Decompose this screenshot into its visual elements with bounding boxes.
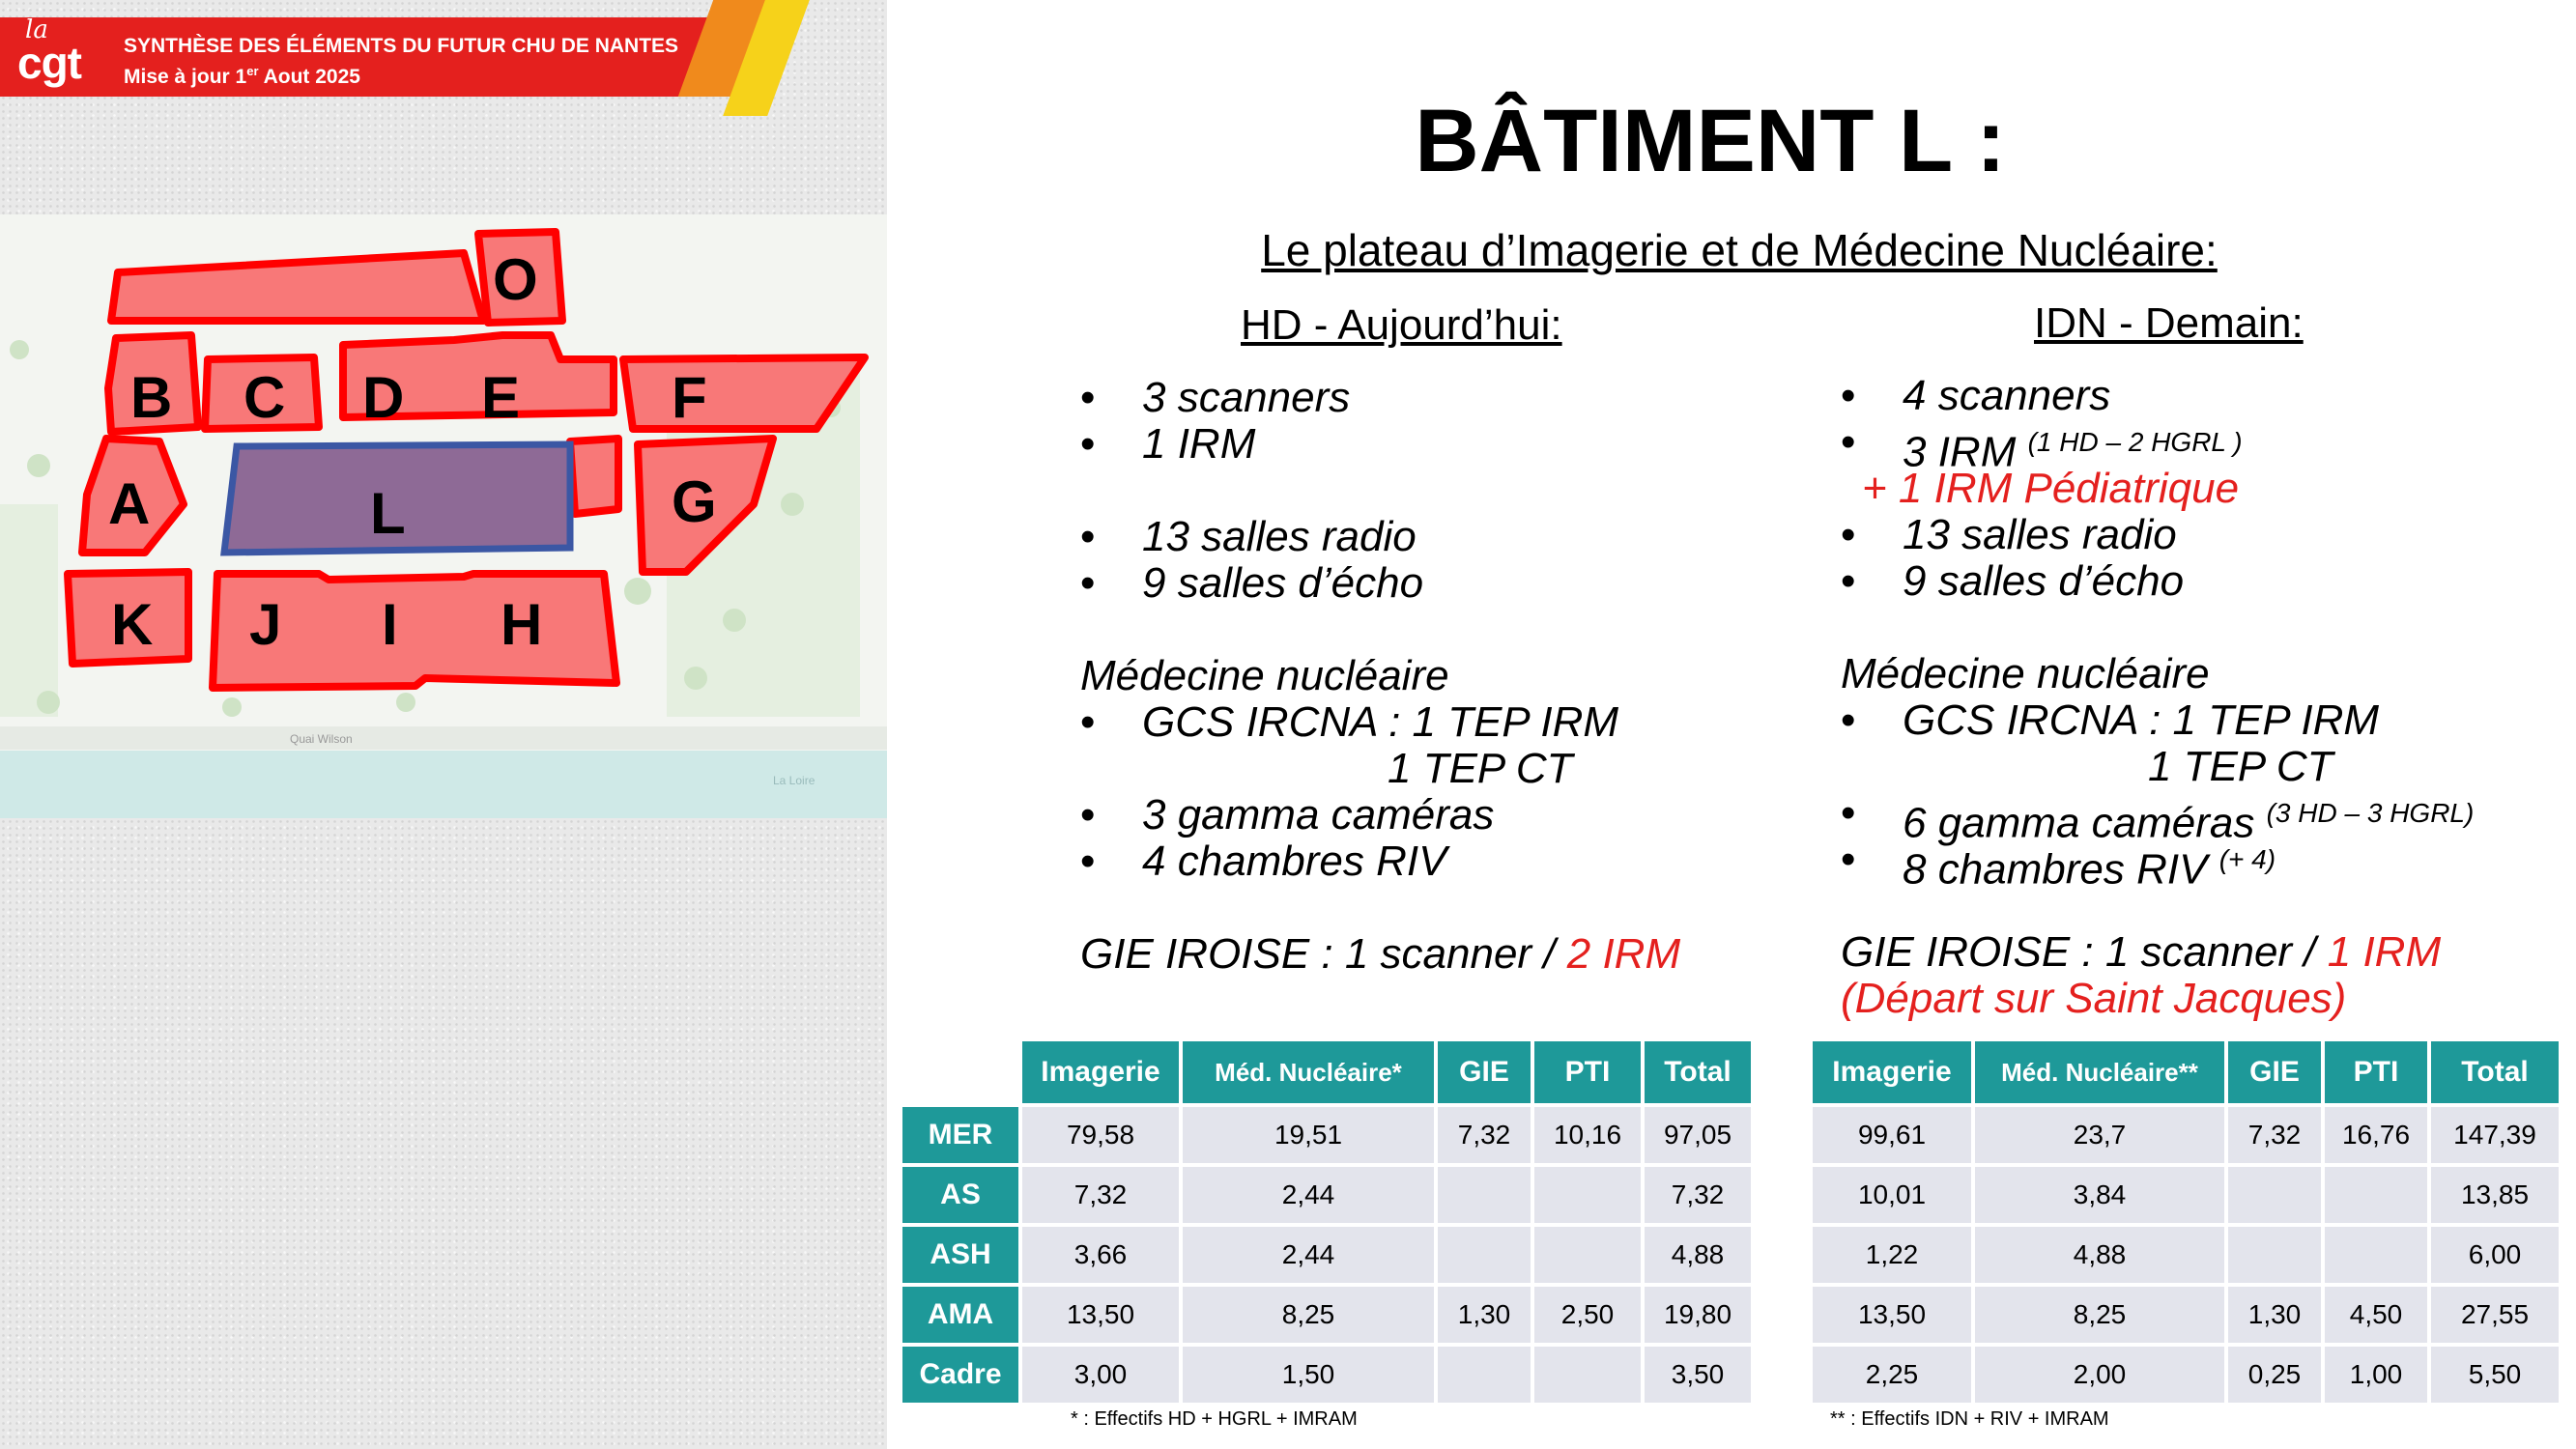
table-row xyxy=(902,1347,1751,1403)
map-label-g: G xyxy=(672,469,717,534)
map-label-o: O xyxy=(493,247,538,312)
table-cell: 1,22 xyxy=(1813,1227,1971,1283)
table-cell: 3,50 xyxy=(1645,1347,1751,1403)
left-panel xyxy=(0,0,887,1449)
table-cell: 99,61 xyxy=(1813,1107,1971,1163)
right-column-heading: IDN - Demain: xyxy=(2034,299,2304,347)
table-cell xyxy=(2325,1167,2427,1223)
map-label-a: A xyxy=(108,471,151,536)
footnote-today: * : Effectifs HD + HGRL + IMRAM xyxy=(1071,1408,1358,1430)
map-label-b: B xyxy=(130,365,173,430)
column-header: GIE xyxy=(2228,1041,2321,1103)
column-header: PTI xyxy=(1534,1041,1641,1103)
table-cell: 6,00 xyxy=(2431,1227,2559,1283)
table-row xyxy=(1813,1287,2559,1343)
gie-line-note: (Départ sur Saint Jacques) xyxy=(1841,975,2347,1022)
header-title: SYNTHÈSE DES ÉLÉMENTS DU FUTUR CHU DE NANTES xyxy=(124,35,679,57)
table-row xyxy=(1813,1167,2559,1223)
column-header: Méd. Nucléaire** xyxy=(1975,1041,2224,1103)
column-header: GIE xyxy=(1438,1041,1531,1103)
map-label-d: D xyxy=(362,365,405,430)
list-item: • GCS IRCNA : 1 TEP IRM xyxy=(1841,696,2380,744)
map-label-h: H xyxy=(501,592,543,657)
site-map xyxy=(0,214,887,818)
street-label: Quai Wilson xyxy=(290,732,353,746)
river xyxy=(0,751,887,818)
table-row xyxy=(1813,1107,2559,1163)
table-cell: 3,00 xyxy=(1022,1347,1179,1403)
table-cell: 4,88 xyxy=(1975,1227,2224,1283)
list-item: • 3 IRM $^{(1 HD - 2 HGRL )}$ xyxy=(1841,418,2243,476)
table-row xyxy=(902,1107,1751,1163)
table-cell xyxy=(1438,1347,1531,1403)
table-cell xyxy=(1534,1227,1641,1283)
table-cell: 13,85 xyxy=(2431,1167,2559,1223)
list-item: + 1 IRM Pédiatrique xyxy=(1862,465,2240,512)
map-label-i: I xyxy=(382,592,398,657)
map-label-f: F xyxy=(672,365,707,430)
map-label-k: K xyxy=(111,592,154,657)
page-title: BÂTIMENT L : xyxy=(1415,92,2006,190)
table-cell: 2,00 xyxy=(1975,1347,2224,1403)
column-header: Imagerie xyxy=(1022,1041,1179,1103)
map-label-c: C xyxy=(243,365,286,430)
section-heading: Médecine nucléaire xyxy=(1080,652,1449,699)
row-header: ASH xyxy=(902,1227,1018,1283)
table-row xyxy=(902,1287,1751,1343)
column-header: Méd. Nucléaire* xyxy=(1183,1041,1434,1103)
column-header: Imagerie xyxy=(1813,1041,1971,1103)
table-cell: 5,50 xyxy=(2431,1347,2559,1403)
list-item: • 1 IRM xyxy=(1080,420,1256,468)
left-column-heading: HD - Aujourd’hui: xyxy=(1241,301,1562,349)
table-cell: 16,76 xyxy=(2325,1107,2427,1163)
list-item: • 8 chambres RIV $^{(+ 4)}$ xyxy=(1841,836,2276,894)
gie-line: GIE IROISE : 1 scanner / 2 IRM xyxy=(1080,930,1681,978)
list-item: • 9 salles d’écho xyxy=(1080,559,1424,607)
list-item: 1 TEP CT xyxy=(1388,745,1573,792)
table-cell xyxy=(2325,1227,2427,1283)
list-item: • 9 salles d’écho xyxy=(1841,557,2185,605)
table-cell xyxy=(2228,1227,2321,1283)
table-cell: 2,44 xyxy=(1183,1227,1434,1283)
map-label-e: E xyxy=(481,365,521,430)
table-cell: 13,50 xyxy=(1813,1287,1971,1343)
table-cell xyxy=(1438,1167,1531,1223)
staffing-table-tomorrow xyxy=(1809,1037,2562,1406)
table-cell: 2,50 xyxy=(1534,1287,1641,1343)
staffing-table-today xyxy=(899,1037,1755,1406)
column-header: Total xyxy=(1645,1041,1751,1103)
table-cell: 19,80 xyxy=(1645,1287,1751,1343)
table-cell: 7,32 xyxy=(1022,1167,1179,1223)
column-header: Total xyxy=(2431,1041,2559,1103)
row-header: AMA xyxy=(902,1287,1018,1343)
table-cell: 0,25 xyxy=(2228,1347,2321,1403)
list-item: • 4 scanners xyxy=(1841,372,2111,419)
table-cell: 7,32 xyxy=(2228,1107,2321,1163)
list-item: • 13 salles radio xyxy=(1841,511,2177,558)
map-label-l: L xyxy=(370,481,406,546)
table-cell: 147,39 xyxy=(2431,1107,2559,1163)
table-cell: 4,50 xyxy=(2325,1287,2427,1343)
right-equipment-list xyxy=(1841,373,2556,1022)
table-cell xyxy=(1438,1227,1531,1283)
table-cell: 7,32 xyxy=(1438,1107,1531,1163)
table-cell: 2,25 xyxy=(1813,1347,1971,1403)
table-cell: 3,66 xyxy=(1022,1227,1179,1283)
row-header: MER xyxy=(902,1107,1018,1163)
row-header: Cadre xyxy=(902,1347,1018,1403)
table-cell: 8,25 xyxy=(1975,1287,2224,1343)
table-cell xyxy=(1534,1167,1641,1223)
row-header: AS xyxy=(902,1167,1018,1223)
table-row xyxy=(902,1167,1751,1223)
list-item: 1 TEP CT xyxy=(2148,743,2333,790)
map-label-j: J xyxy=(249,592,282,657)
table-cell: 2,44 xyxy=(1183,1167,1434,1223)
page-subtitle: Le plateau d’Imagerie et de Médecine Nucléaire: xyxy=(1261,225,2218,275)
footnote-tomorrow: ** : Effectifs IDN + RIV + IMRAM xyxy=(1830,1408,2109,1430)
table-cell: 27,55 xyxy=(2431,1287,2559,1343)
left-equipment-list xyxy=(1080,375,1892,978)
cgt-logo-la: la xyxy=(25,15,48,44)
table-cell: 79,58 xyxy=(1022,1107,1179,1163)
table-row xyxy=(1813,1347,2559,1403)
table-cell: 1,30 xyxy=(2228,1287,2321,1343)
table-cell: 7,32 xyxy=(1645,1167,1751,1223)
table-cell xyxy=(1534,1347,1641,1403)
list-item: • 13 salles radio xyxy=(1080,513,1417,560)
building-l-annex xyxy=(570,439,618,514)
header-update-date: Mise à jour 1er Aout 2025 xyxy=(124,64,360,88)
table-cell: 1,50 xyxy=(1183,1347,1434,1403)
table-cell: 1,00 xyxy=(2325,1347,2427,1403)
table-row xyxy=(1813,1227,2559,1283)
section-heading: Médecine nucléaire xyxy=(1841,650,2210,697)
table-cell: 23,7 xyxy=(1975,1107,2224,1163)
table-cell: 4,88 xyxy=(1645,1227,1751,1283)
cgt-logo: cgt xyxy=(17,38,81,88)
table-cell: 13,50 xyxy=(1022,1287,1179,1343)
list-item: • 3 gamma caméras xyxy=(1080,791,1495,838)
table-cell xyxy=(2228,1167,2321,1223)
table-cell: 3,84 xyxy=(1975,1167,2224,1223)
table-cell: 10,01 xyxy=(1813,1167,1971,1223)
table-cell: 8,25 xyxy=(1183,1287,1434,1343)
table-cell: 10,16 xyxy=(1534,1107,1641,1163)
table-cell: 19,51 xyxy=(1183,1107,1434,1163)
river-label: La Loire xyxy=(773,774,816,787)
list-item: • 4 chambres RIV xyxy=(1080,838,1447,885)
table-cell: 1,30 xyxy=(1438,1287,1531,1343)
table-cell: 97,05 xyxy=(1645,1107,1751,1163)
list-item: • GCS IRCNA : 1 TEP IRM xyxy=(1080,698,1619,746)
list-item: • 6 gamma caméras $^{(3 HD - 3 HGRL)}$ xyxy=(1841,789,2475,847)
gie-line: GIE IROISE : 1 scanner / 1 IRM xyxy=(1841,928,2442,976)
table-row xyxy=(902,1227,1751,1283)
list-item: • 3 scanners xyxy=(1080,374,1351,421)
column-header: PTI xyxy=(2325,1041,2427,1103)
